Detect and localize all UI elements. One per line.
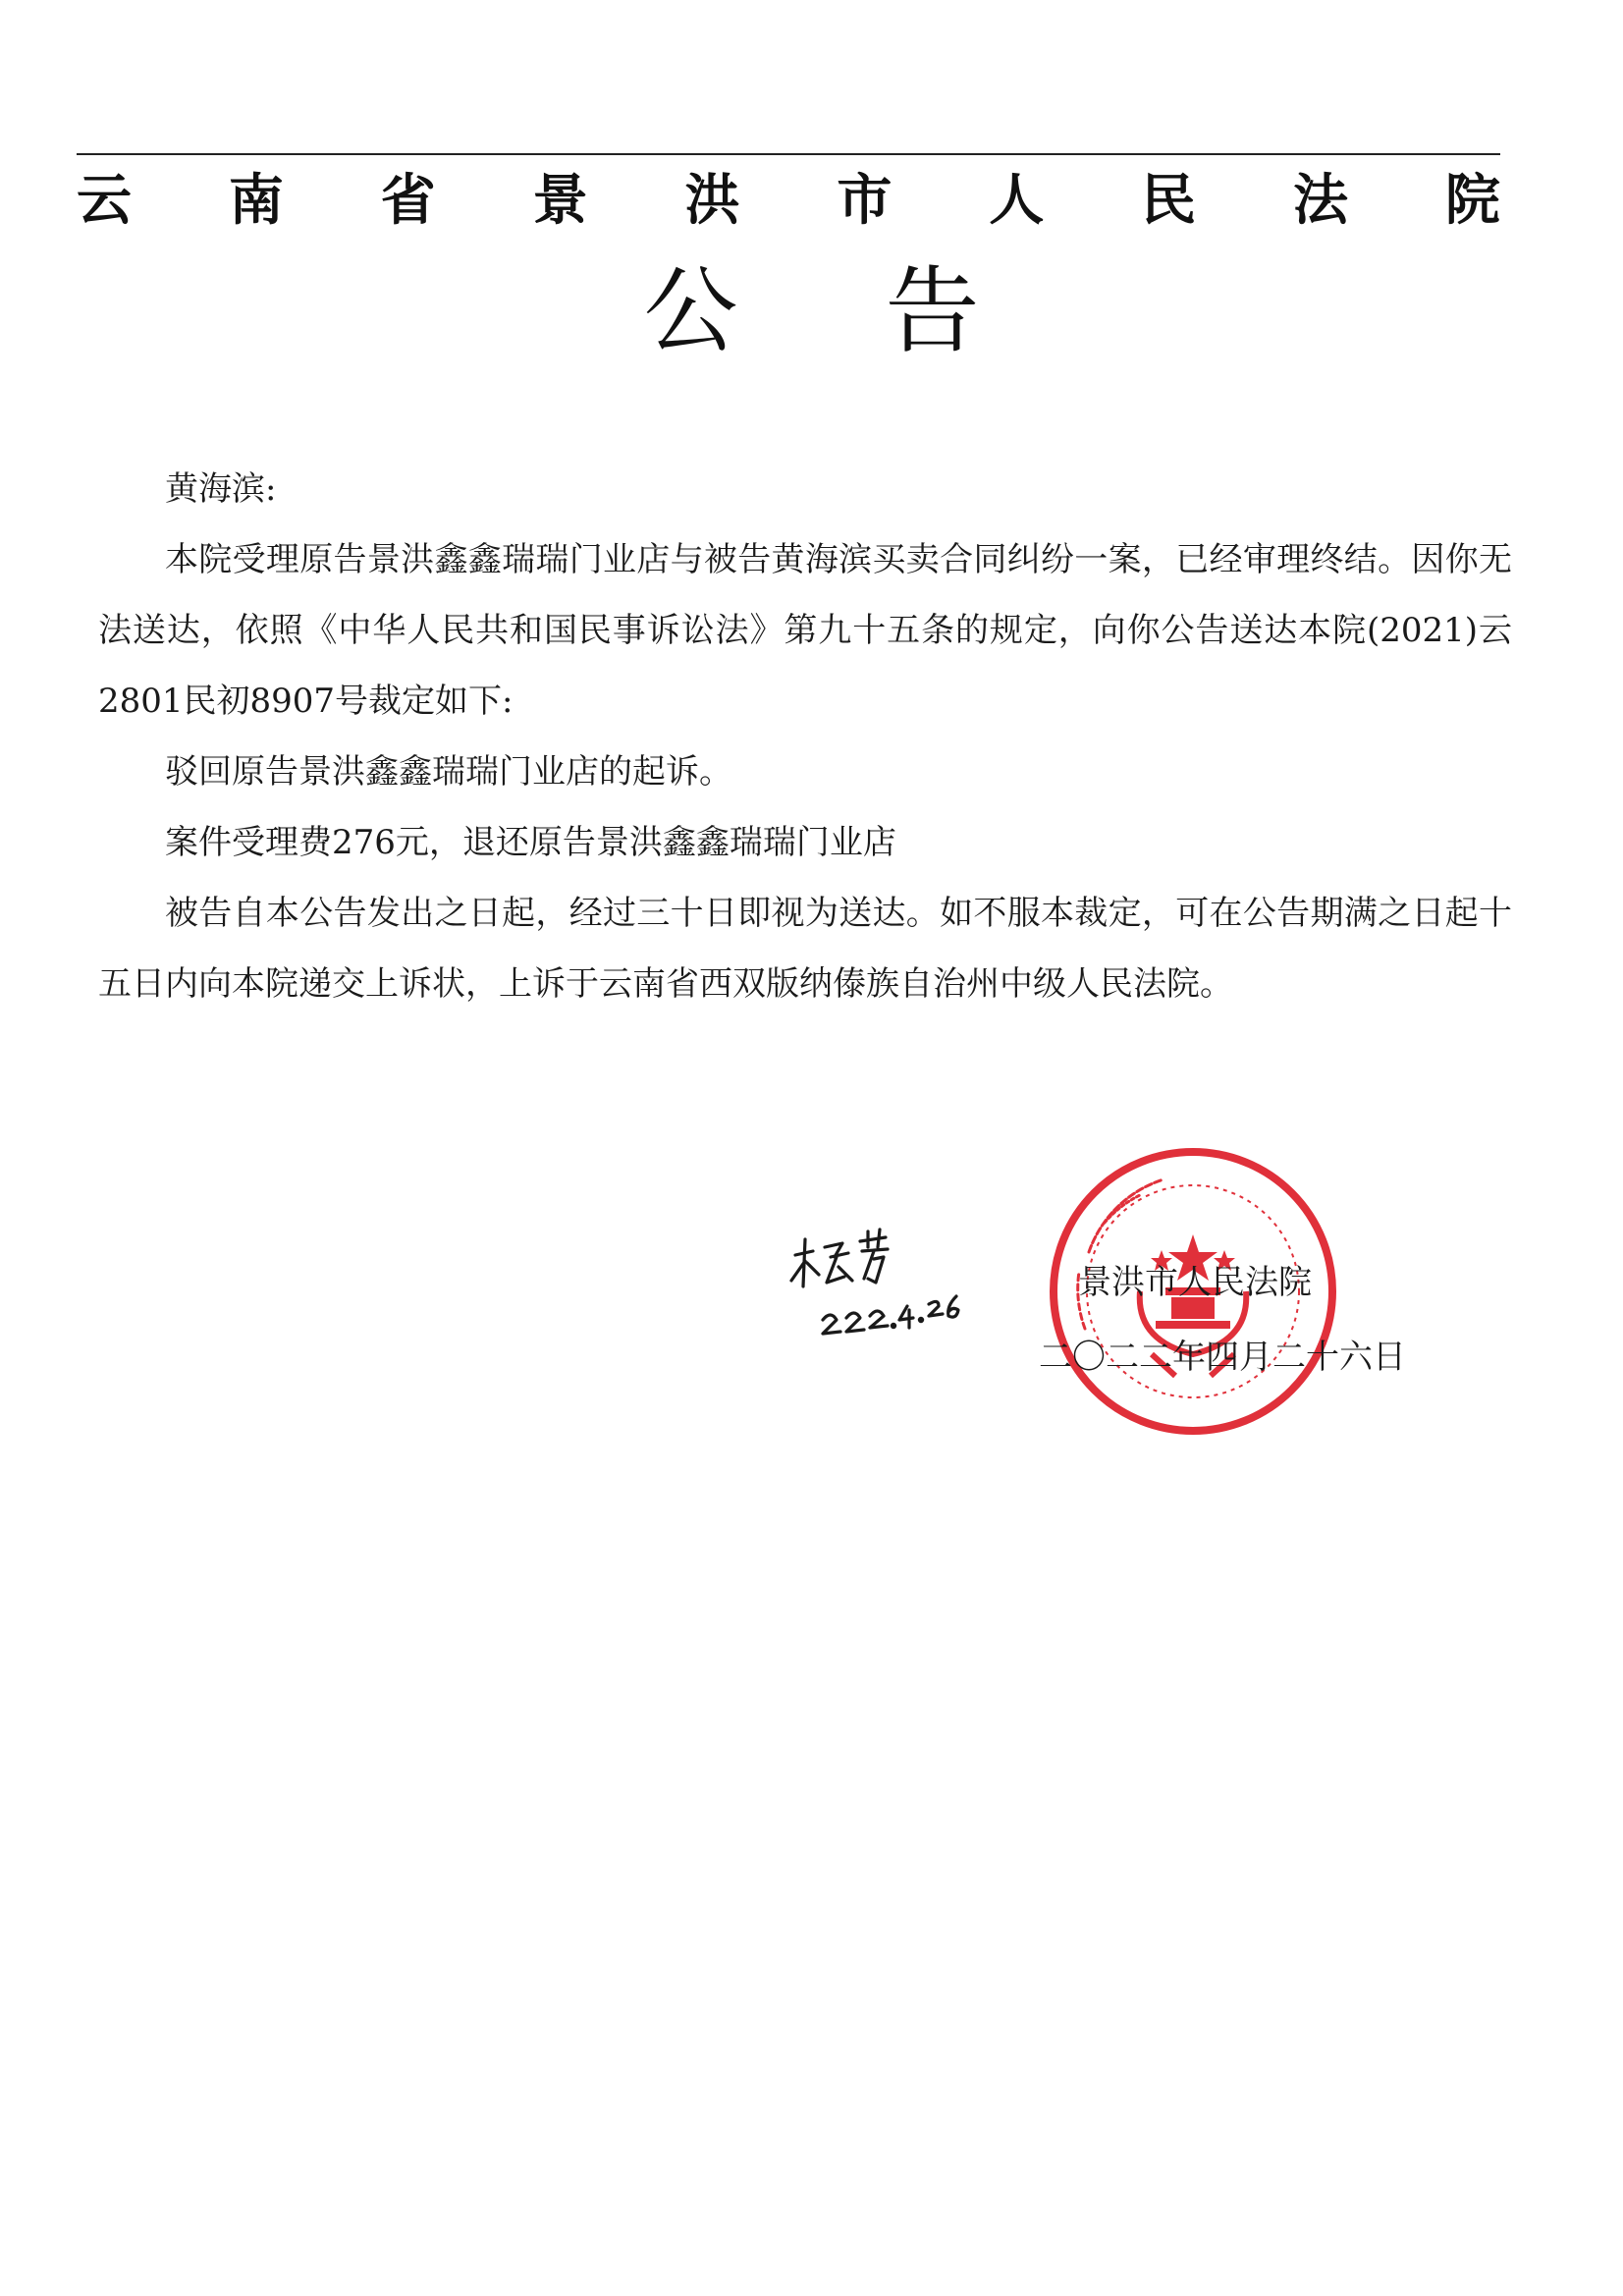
- court-name-char: 南: [228, 169, 284, 233]
- document-title: 公告: [643, 256, 1127, 366]
- handwritten-signature: [766, 1218, 992, 1365]
- body-paragraph: 驳回原告景洪鑫鑫瑞瑞门业店的起诉。: [165, 752, 732, 792]
- court-name-char: 市: [837, 169, 893, 233]
- court-name-char: 洪: [684, 169, 740, 233]
- court-name-char: 景: [532, 169, 588, 233]
- body-paragraph: 案件受理费276元，退还原告景洪鑫鑫瑞瑞门业店: [165, 823, 896, 862]
- header-rule: [77, 153, 1500, 155]
- court-name-char: 省: [380, 169, 436, 233]
- court-name-char: 法: [1293, 169, 1348, 233]
- issue-date: 二〇二二年四月二十六日: [1039, 1338, 1406, 1377]
- court-name-char: 云: [77, 169, 132, 233]
- body-paragraph: 被告自本公告发出之日起，经过三十日即视为送达。如不服本裁定，可在公告期满之日起十五日内向本院递交上诉状，上诉于云南省西双版纳傣族自治州中级人民法院。: [98, 894, 1512, 1004]
- issuer-name: 景洪市人民法院: [1078, 1263, 1312, 1302]
- notice-body: [98, 454, 1512, 1019]
- court-name: [77, 167, 1500, 236]
- court-name-char: 人: [989, 169, 1045, 233]
- court-name-char: 院: [1444, 169, 1500, 233]
- body-paragraph: 本院受理原告景洪鑫鑫瑞瑞门业店与被告黄海滨买卖合同纠纷一案，已经审理终结。因你无法送达，依照《中华人民共和国民事诉讼法》第九十五条的规定，向你公告送达本院(2021)云2801民初8907号裁定如下:: [98, 540, 1512, 721]
- addressee: 黄海滨:: [165, 469, 277, 509]
- court-name-char: 民: [1141, 169, 1197, 233]
